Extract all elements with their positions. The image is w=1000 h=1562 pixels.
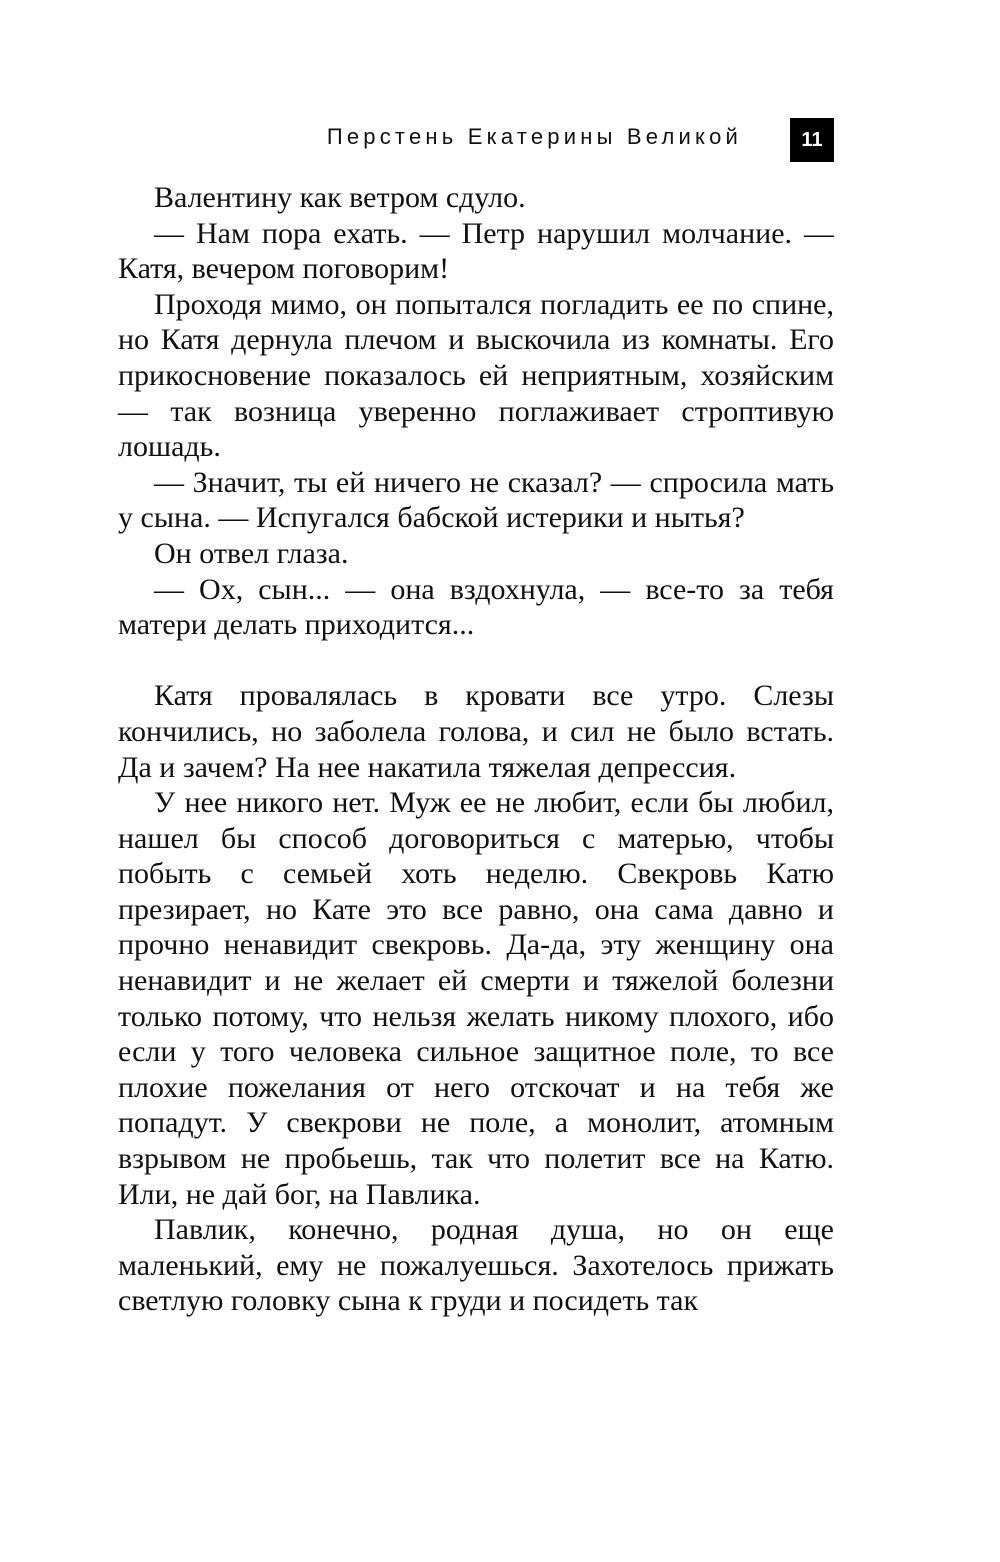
- paragraph: Он отвел глаза.: [154, 536, 349, 570]
- paragraph: Катя провалялась в кровати все утро. Слезы кончились, но заболела голова, и сил не было встать. Да и зачем? На нее накатила тяжелая депрессия.: [118, 679, 834, 784]
- running-title: Перстень Екатерины Великой: [326, 124, 742, 149]
- page-number-badge: 11: [790, 118, 834, 162]
- running-head: [118, 118, 834, 162]
- paragraph: У нее никого нет. Муж ее не любит, если бы любил, нашел бы способ договориться с матерью, чтобы побыть с семьей хоть неделю. Свекровь Катю презирает, но Кате это все равно, она сама давно и прочно ненавидит свекровь. Да-да, эту женщину она ненавидит и не желает ей смерти и тяжелой болезни только потому, что нельзя желать никому плохого, ибо если у того человека сильное защитное поле, то все плохие пожелания от него отскочат и на тебя же попадут. У свекрови не поле, а монолит, атомным взрывом не пробьешь, так что полетит все на Катю. Или, не дай бог, на Павлика.: [118, 786, 834, 1211]
- paragraph: — Нам пора ехать. — Петр нарушил молчание. — Катя, вечером поговорим!: [118, 216, 834, 286]
- paragraph: — Значит, ты ей ничего не сказал? — спросила мать у сына. — Испугался бабской истерики и нытья?: [118, 465, 834, 535]
- paragraph: Валентину как ветром сдуло.: [154, 181, 526, 214]
- paragraph: — Ох, сын... — она вздохнула, — все-то за тебя матери делать приходится...: [118, 572, 834, 642]
- paragraph: Проходя мимо, он попытался погладить ее по спине, но Катя дернула плечом и выскочила из комнаты. Его прикосновение показалось ей неприятным, хозяйским — так возница уверенно поглаживает строптивую лошадь.: [118, 287, 834, 464]
- paragraph: Павлик, конечно, родная душа, но он еще маленький, ему не пожалуешься. Захотелось прижать светлую головку сына к груди и посидеть так: [118, 1213, 834, 1318]
- text-body: [118, 180, 834, 1319]
